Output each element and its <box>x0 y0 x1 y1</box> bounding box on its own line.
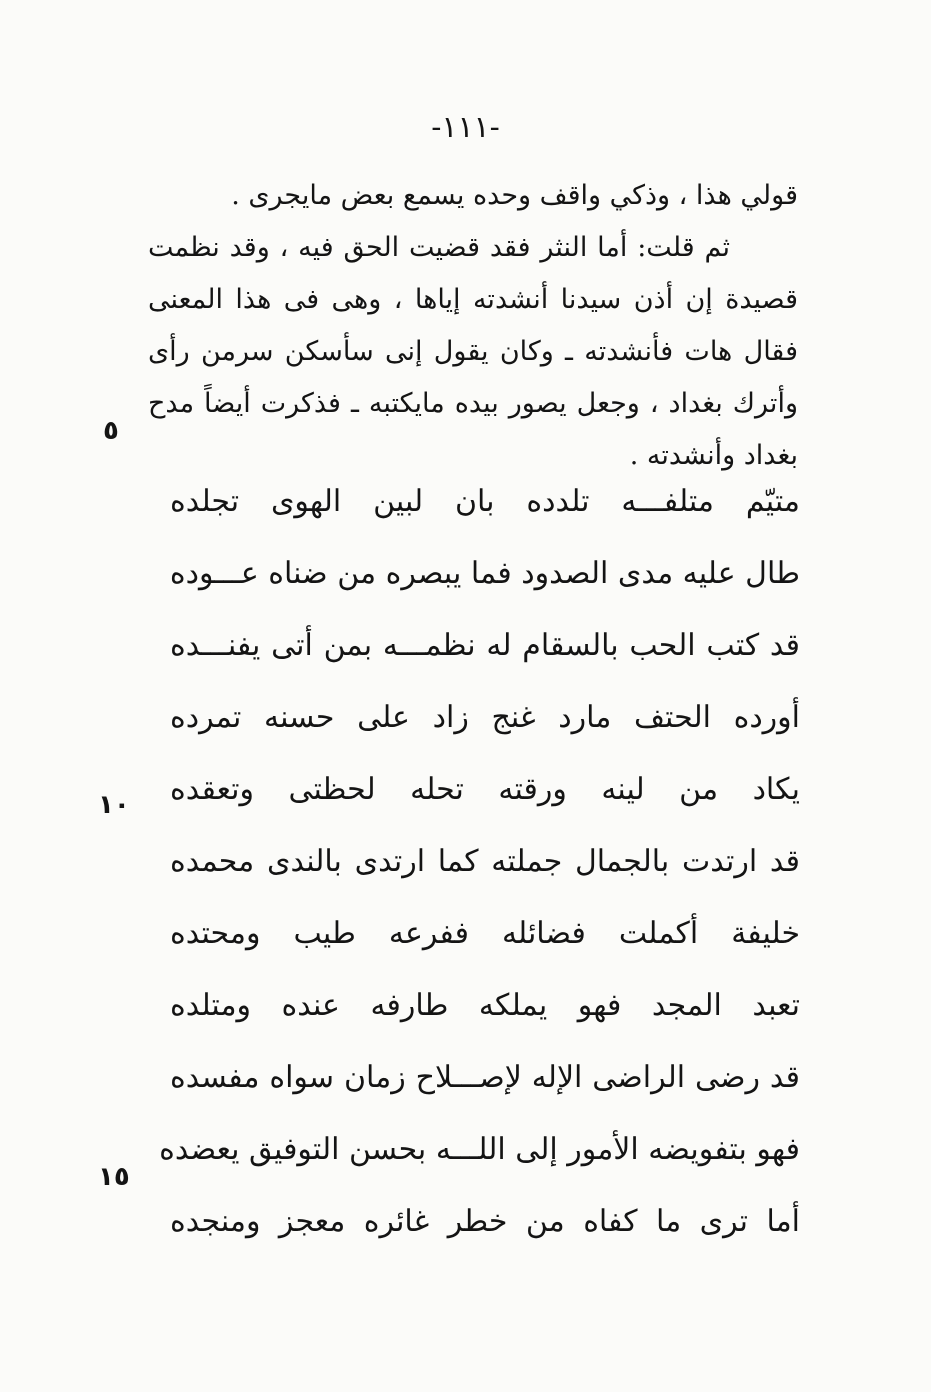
verse-line: قد ارتدت بالجمال جملته كما ارتدى بالندى محمده <box>170 844 800 879</box>
verse-line: قد رضى الراضى الإله لإصـــلاح زمان سواه مفسده <box>170 1060 800 1095</box>
verse-line: طال عليه مدى الصدود فما يبصره من ضناه عـــوده <box>169 556 800 591</box>
verse-line: يكاد من لينه ورقته تحله لحظتى وتعقده <box>170 772 800 807</box>
prose-block <box>148 170 798 482</box>
verse-line: قد كتب الحب بالسقام له نظمـــه بمن أتى يفنـــده <box>170 628 800 663</box>
line-marker-5: ٥ <box>103 416 119 446</box>
verse-line: متيّم متلفـــه تلدده بان لبين الهوى تجلده <box>170 484 800 519</box>
line-marker-10: ١٠ <box>98 790 130 820</box>
page-number: -١١١- <box>431 110 500 145</box>
line-marker-15: ١٥ <box>98 1162 130 1192</box>
verse-line: تعبد المجد فهو يملكه طارفه عنده ومتلده <box>170 988 800 1023</box>
verse-block <box>159 466 800 1258</box>
verse-line: أورده الحتف مارد غنج زاد على حسنه تمرده <box>170 700 800 735</box>
verse-line: خليفة أكملت فضائله ففرعه طيب ومحتده <box>170 916 800 951</box>
verse-line: أما ترى ما كفاه من خطر غائره معجز ومنجده <box>170 1204 800 1239</box>
verse-line: فهو بتفويضه الأمور إلى اللـــه بحسن التوفيق يعضده <box>159 1132 800 1167</box>
prose-paragraph: ثم قلت: أما النثر فقد قضيت الحق فيه ، وقد نظمت قصيدة إن أذن سيدنا أنشدته إياها ، وهى فى هذا المعنى فقال هات فأنشدته ـ وكان يقول إنى سأسكن سرمن رأى وأترك بغداد ، وجعل يصور بيده مايكتبه ـ فذكرت أيضاً مدح بغداد وأنشدته . <box>148 232 798 471</box>
prose-first-line: قولي هذا ، وذكي واقف وحده يسمع بعض مايجرى . <box>231 180 798 211</box>
